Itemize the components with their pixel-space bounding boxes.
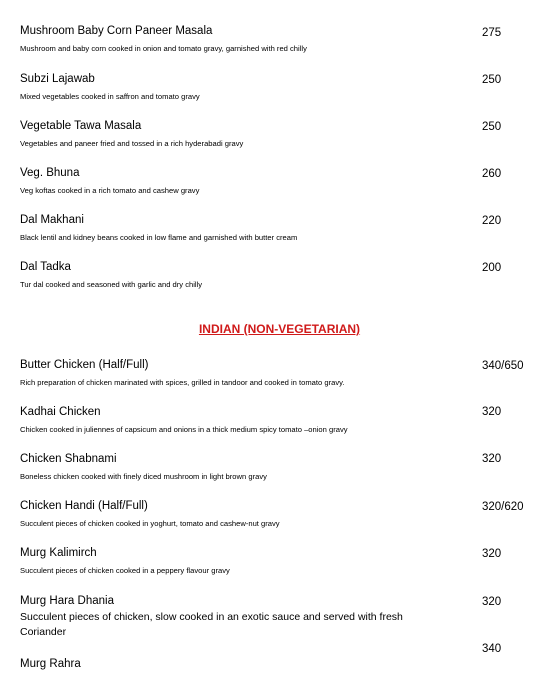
item-price: 260	[482, 168, 502, 180]
item-name: Dal Tadka	[20, 261, 71, 273]
item-price: 250	[482, 74, 502, 86]
item-price: 220	[482, 215, 502, 227]
menu-item	[20, 213, 540, 243]
item-description: Mushroom and baby corn cooked in onion and tomato gravy, garnished with red chilly	[20, 44, 307, 53]
item-description: Rich preparation of chicken marinated with spices, grilled in tandoor and cooked in tomato gravy.	[20, 378, 345, 387]
item-name: Dal Makhani	[20, 214, 84, 226]
item-price: 250	[482, 121, 502, 133]
menu-item	[20, 452, 540, 482]
item-description: Veg koftas cooked in a rich tomato and cashew gravy	[20, 186, 200, 195]
item-name: Murg Kalimirch	[20, 547, 97, 559]
item-description: Vegetables and paneer fried and tossed in a rich hyderabadi gravy	[20, 139, 244, 148]
item-price: 320	[482, 548, 502, 560]
item-description: Tur dal cooked and seasoned with garlic and dry chilly	[20, 280, 203, 289]
item-description: Boneless chicken cooked with finely diced mushroom in light brown gravy	[20, 472, 267, 481]
menu-item	[20, 358, 540, 388]
item-name: Chicken Shabnami	[20, 453, 117, 465]
item-name: Mushroom Baby Corn Paneer Masala	[20, 25, 213, 37]
item-name: Vegetable Tawa Masala	[20, 120, 142, 132]
item-price: 275	[482, 27, 502, 39]
item-price: 340	[482, 643, 502, 655]
item-name: Kadhai Chicken	[20, 406, 101, 418]
item-description: Black lentil and kidney beans cooked in low flame and garnished with butter cream	[20, 233, 298, 242]
item-price: 320	[482, 406, 502, 418]
item-description: Succulent pieces of chicken, slow cooked in an exotic sauce and served with fresh Coriander	[20, 611, 403, 638]
item-description: Mixed vegetables cooked in saffron and tomato gravy	[20, 92, 200, 101]
menu-item	[20, 499, 540, 529]
item-price: 200	[482, 262, 502, 274]
menu-item	[20, 119, 540, 149]
item-name: Murg Rahra	[20, 658, 81, 670]
menu-item	[20, 72, 540, 102]
menu-item	[20, 546, 540, 576]
item-name: Subzi Lajawab	[20, 73, 95, 85]
item-description: Chicken cooked in juliennes of capsicum and onions in a thick medium spicy tomato –onion gravy	[20, 425, 348, 434]
item-name: Murg Hara Dhania	[20, 595, 114, 607]
item-price: 320/620	[482, 501, 524, 513]
menu-item	[20, 166, 540, 196]
item-name: Chicken Handi (Half/Full)	[20, 500, 148, 512]
item-price: 320	[482, 453, 502, 465]
item-name: Butter Chicken (Half/Full)	[20, 359, 149, 371]
menu-item	[20, 24, 540, 54]
menu-item	[20, 405, 540, 435]
section-title: INDIAN (NON-VEGETARIAN)	[198, 322, 361, 336]
item-price: 340/650	[482, 360, 524, 372]
item-description: Succulent pieces of chicken cooked in yoghurt, tomato and cashew-nut gravy	[20, 519, 280, 528]
item-price: 320	[482, 596, 502, 608]
item-description: Succulent pieces of chicken cooked in a peppery flavour gravy	[20, 566, 230, 575]
menu-item	[20, 260, 540, 290]
menu-item	[20, 594, 540, 640]
menu-item	[20, 657, 540, 671]
item-name: Veg. Bhuna	[20, 167, 80, 179]
